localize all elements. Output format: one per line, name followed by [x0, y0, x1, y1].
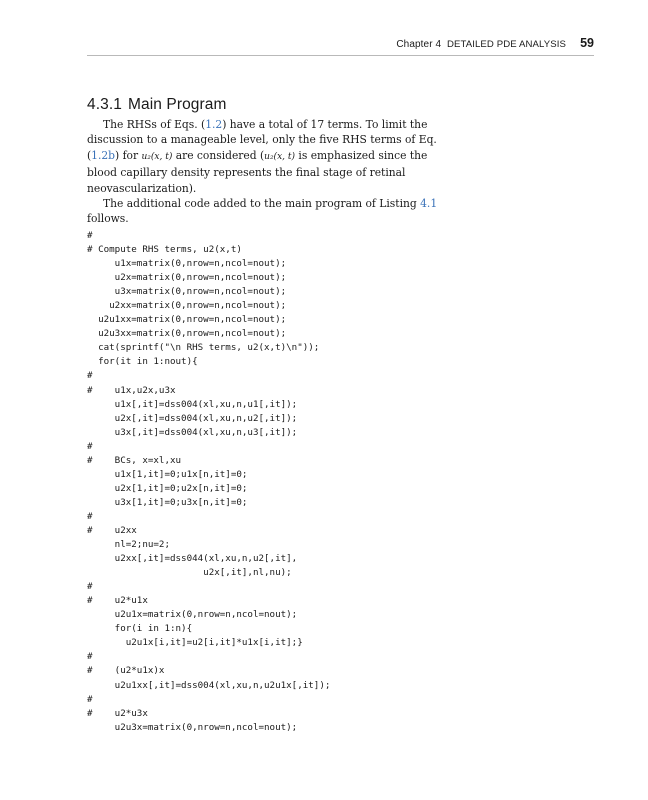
code-line: u2x[,it]=dss004(xl,xu,n,u2[,it]);	[87, 412, 298, 424]
code-line: #	[87, 510, 93, 522]
code-line: #	[87, 651, 93, 663]
code-line: # u1x,u2x,u3x	[87, 384, 176, 396]
section-title: Main Program	[127, 96, 227, 113]
code-line: u2u1x=matrix(0,nrow=n,ncol=nout);	[87, 609, 298, 621]
code-line: #	[87, 581, 93, 593]
code-line: #	[87, 693, 93, 705]
code-line: u2u1xx=matrix(0,nrow=n,ncol=nout);	[87, 314, 287, 326]
chapter-title: DETAILED PDE ANALYSIS	[446, 39, 566, 50]
chapter-label: Chapter 4	[396, 39, 442, 50]
code-line: cat(sprintf("\n RHS terms, u2(x,t)\n"));	[87, 342, 320, 354]
code-line: u2u3xx=matrix(0,nrow=n,ncol=nout);	[87, 328, 287, 340]
code-line: u1x[,it]=dss004(xl,xu,n,u1[,it]);	[87, 398, 298, 410]
text-run: ) have a total of 17 terms. To limit the discussion to a manageable level, only the five RHS terms of Eq. (	[87, 118, 437, 162]
text-run: is emphasized since the blood capillary density represents the final stage of retinal neovascularization).	[87, 148, 428, 195]
code-line: u3x[1,it]=0;u3x[n,it]=0;	[87, 496, 248, 508]
code-line: u2x[,it],nl,nu);	[87, 567, 292, 579]
code-line: u1x[1,it]=0;u1x[n,it]=0;	[87, 468, 248, 480]
code-line: u2x=matrix(0,nrow=n,ncol=nout);	[87, 272, 287, 284]
code-line: for(i in 1:n){	[87, 623, 193, 635]
code-line: #	[87, 230, 93, 241]
code-line: for(it in 1:nout){	[87, 356, 198, 368]
code-line: u3x=matrix(0,nrow=n,ncol=nout);	[87, 286, 287, 298]
paragraph-1	[87, 117, 441, 196]
code-line: # u2*u3x	[87, 707, 148, 719]
code-line: u2x[1,it]=0;u2x[n,it]=0;	[87, 482, 248, 494]
text-run: ) for	[115, 148, 142, 162]
code-line: u2xx=matrix(0,nrow=n,ncol=nout);	[87, 300, 287, 312]
section-heading	[87, 96, 227, 114]
listing-reference-link[interactable]: 4.1	[420, 197, 438, 211]
code-line: # (u2*u1x)x	[87, 665, 165, 677]
equation-reference-link[interactable]: 1.2b	[91, 148, 116, 162]
code-line: # u2*u1x	[87, 595, 148, 607]
code-line: #	[87, 370, 93, 382]
code-line: u2u3x=matrix(0,nrow=n,ncol=nout);	[87, 721, 298, 733]
code-line: u2u1xx[,it]=dss004(xl,xu,n,u2u1x[,it]);	[87, 679, 331, 691]
equation-reference-link[interactable]: 1.2	[205, 118, 223, 131]
code-line: nl=2;nu=2;	[87, 539, 170, 551]
code-line: #	[87, 440, 93, 452]
code-line: u2u1x[i,it]=u2[i,it]*u1x[i,it];}	[87, 637, 303, 649]
code-line: # BCs, x=xl,xu	[87, 454, 182, 466]
code-listing	[87, 229, 330, 735]
text-run: follows.	[87, 212, 129, 226]
text-run: are considered (	[172, 148, 265, 162]
paragraph-2	[87, 196, 441, 227]
code-line: u2xx[,it]=dss044(xl,xu,n,u2[,it],	[87, 553, 298, 565]
running-title	[396, 39, 566, 50]
code-line: # Compute RHS terms, u2(x,t)	[87, 244, 242, 256]
code-line: u1x=matrix(0,nrow=n,ncol=nout);	[87, 258, 287, 270]
text-run: The additional code added to the main program of Listing	[103, 197, 421, 211]
code-line: # u2xx	[87, 524, 137, 536]
page-number: 59	[580, 36, 594, 50]
body-text	[87, 117, 441, 227]
section-number: 4.3.1	[87, 96, 122, 113]
math-expression: u₂(x, t)	[264, 151, 295, 162]
text-run: The RHSs of Eqs. (	[103, 118, 206, 131]
math-expression: u₂(x, t)	[141, 151, 173, 162]
code-line: u3x[,it]=dss004(xl,xu,n,u3[,it]);	[87, 426, 298, 438]
running-header	[87, 37, 594, 56]
